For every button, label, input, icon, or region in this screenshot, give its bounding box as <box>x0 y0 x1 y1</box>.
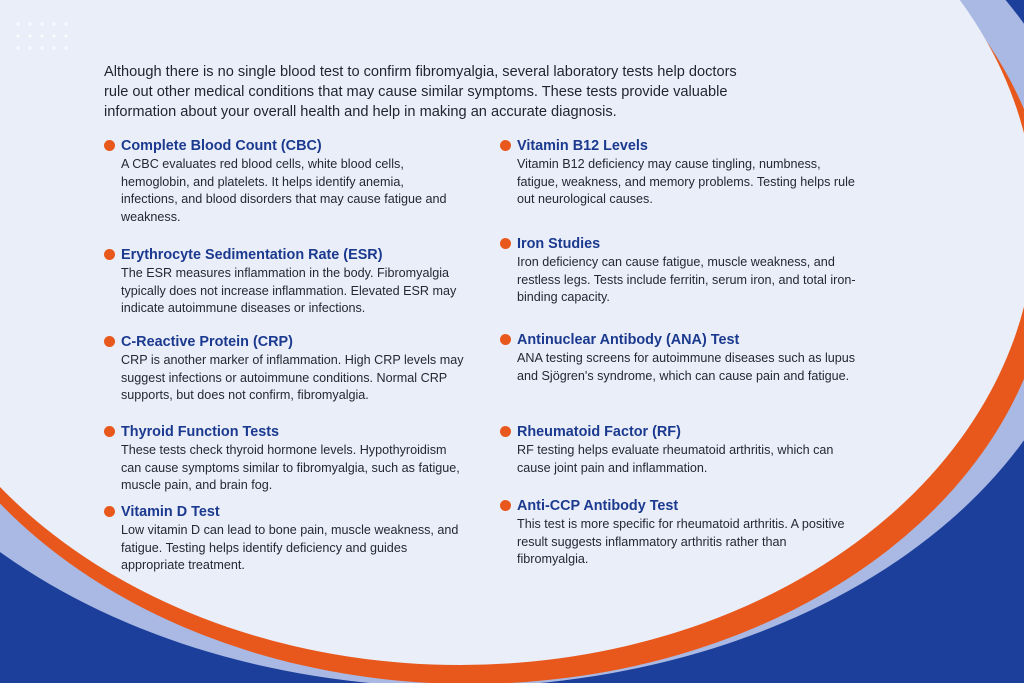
test-item-b12 <box>500 136 860 209</box>
test-title: Vitamin D Test <box>121 504 220 520</box>
test-title: Thyroid Function Tests <box>121 424 280 440</box>
test-item-iron <box>500 234 860 307</box>
test-item-rf <box>500 422 860 477</box>
test-title: Erythrocyte Sedimentation Rate (ESR) <box>121 247 383 263</box>
test-description: Low vitamin D can lead to bone pain, muscle weakness, and fatigue. Testing helps identify deficiency and guides appropriate treatment. <box>121 523 459 573</box>
bullet-icon <box>500 238 511 249</box>
dot-grid-decoration <box>14 20 70 60</box>
test-title: C-Reactive Protein (CRP) <box>121 334 293 350</box>
test-title: Anti-CCP Antibody Test <box>517 498 679 514</box>
test-title: Vitamin B12 Levels <box>517 138 648 154</box>
test-item-crp <box>104 332 464 405</box>
bullet-icon <box>500 334 511 345</box>
test-description: Iron deficiency can cause fatigue, muscle weakness, and restless legs. Tests include ferritin, serum iron, and total iron-binding capacity. <box>517 255 856 305</box>
bullet-icon <box>500 500 511 511</box>
bullet-icon <box>104 506 115 517</box>
test-title: Antinuclear Antibody (ANA) Test <box>517 332 740 348</box>
bullet-icon <box>500 426 511 437</box>
bullet-icon <box>104 140 115 151</box>
test-description: Vitamin B12 deficiency may cause tingling, numbness, fatigue, weakness, and memory problems. Testing helps rule out neurological causes. <box>517 157 855 207</box>
bullet-icon <box>104 426 115 437</box>
test-item-esr <box>104 245 464 318</box>
test-title: Complete Blood Count (CBC) <box>121 138 322 154</box>
test-item-cbc <box>104 136 464 226</box>
test-description: RF testing helps evaluate rheumatoid arthritis, which can cause joint pain and inflammation. <box>517 443 834 475</box>
test-description: This test is more specific for rheumatoid arthritis. A positive result suggests inflammatory arthritis rather than fibromyalgia. <box>517 517 845 567</box>
test-description: A CBC evaluates red blood cells, white blood cells, hemoglobin, and platelets. It helps identify anemia, infections, and blood disorders that may cause fatigue and weakness. <box>121 157 447 224</box>
test-description: ANA testing screens for autoimmune diseases such as lupus and Sjögren's syndrome, which can cause pain and fatigue. <box>517 351 856 383</box>
bullet-icon <box>104 336 115 347</box>
test-title: Rheumatoid Factor (RF) <box>517 424 681 440</box>
test-description: The ESR measures inflammation in the body. Fibromyalgia typically does not increase inflammation. Elevated ESR may indicate autoimmune diseases or infections. <box>121 266 457 316</box>
test-item-vitamin-d <box>104 502 464 575</box>
bullet-icon <box>104 249 115 260</box>
test-item-thyroid <box>104 422 464 495</box>
test-description: These tests check thyroid hormone levels. Hypothyroidism can cause symptoms similar to fibromyalgia, such as fatigue, muscle pain, and brain fog. <box>121 443 460 493</box>
test-item-ana <box>500 330 860 385</box>
test-title: Iron Studies <box>517 236 601 252</box>
intro-paragraph: Although there is no single blood test to confirm fibromyalgia, several laboratory tests help doctors rule out other medical conditions that may cause similar symptoms. These tests provide valuable information about your overall health and help in making an accurate diagnosis. <box>104 64 737 120</box>
test-description: CRP is another marker of inflammation. High CRP levels may suggest infections or autoimmune conditions. Normal CRP supports, but does not confirm, fibromyalgia. <box>121 353 464 403</box>
bullet-icon <box>500 140 511 151</box>
test-item-anti-ccp <box>500 496 860 569</box>
